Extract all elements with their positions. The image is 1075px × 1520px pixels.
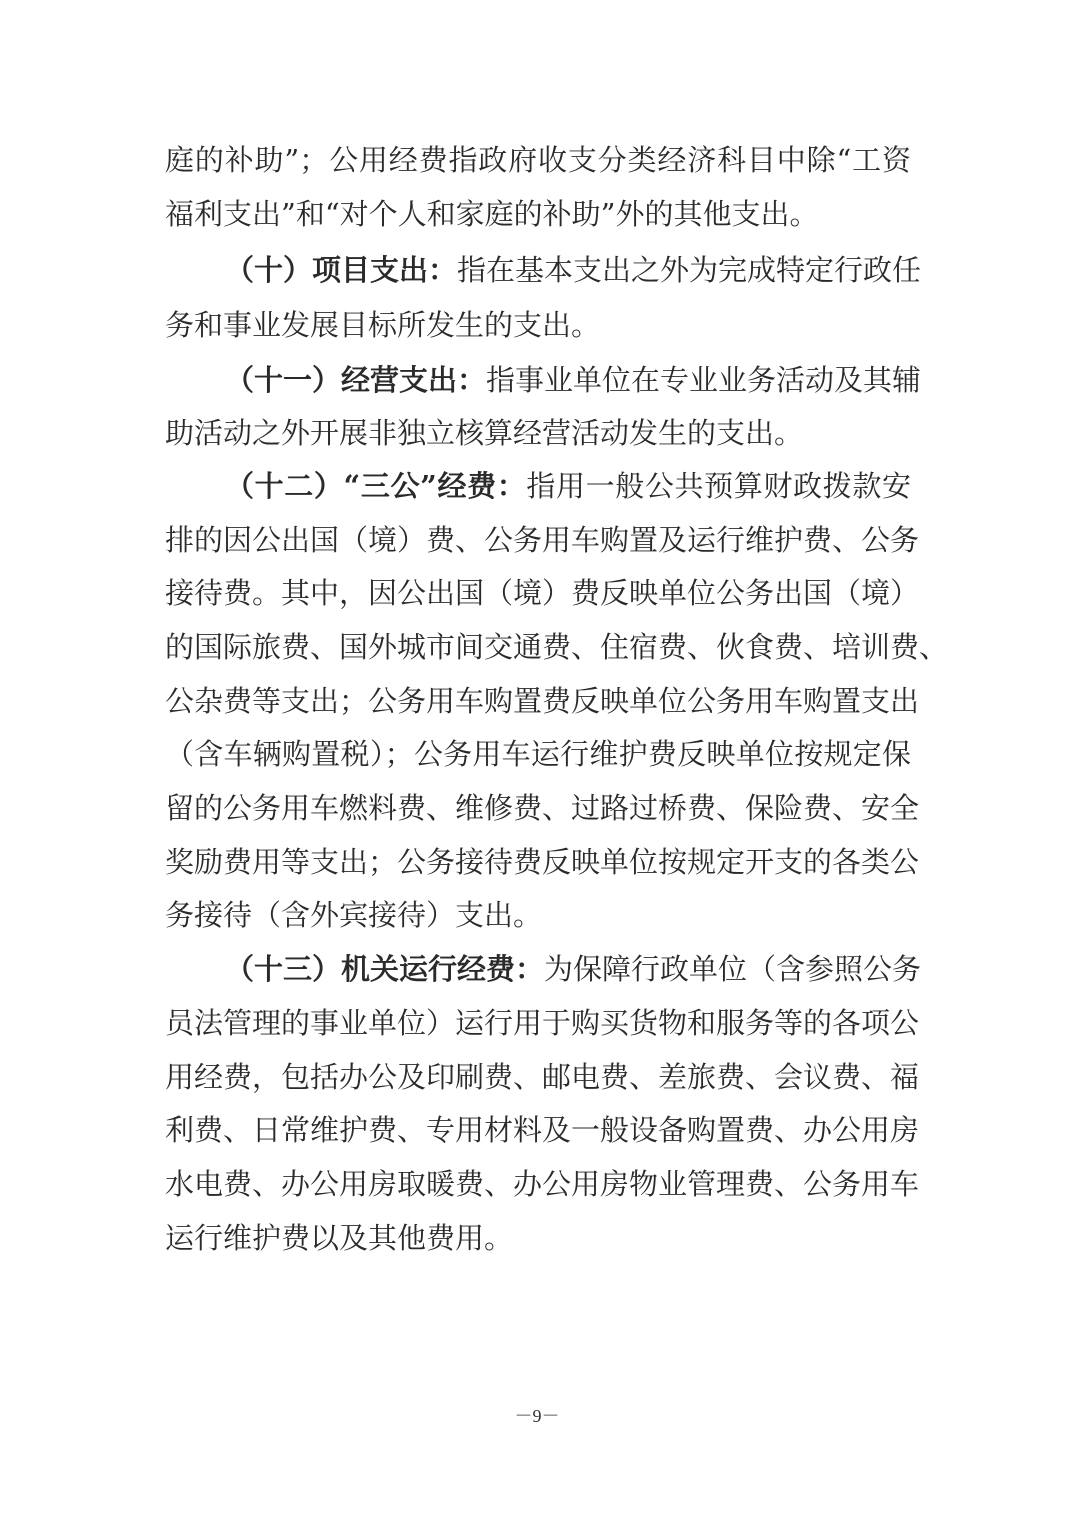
body-text-line: 助活动之外开展非独立核算经营活动发生的支出。: [165, 416, 804, 450]
section-heading: （十）项目支出：: [225, 253, 458, 287]
body-text-line: 奖励费用等支出；公务接待费反映单位按规定开支的各类公: [165, 845, 920, 879]
section-item-13: [225, 949, 922, 989]
body-text-line: 用经费，包括办公及印刷费、邮电费、差旅费、会议费、福: [165, 1060, 920, 1094]
section-text: 指在基本支出之外为完成特定行政任: [457, 253, 922, 287]
section-heading: （十二）“三公”经费：: [225, 469, 527, 503]
section-item-11: [225, 360, 922, 400]
body-text-line: （含车辆购置税）；公务用车运行维护费反映单位按规定保: [165, 737, 911, 771]
body-text-line: 的国际旅费、国外城市间交通费、住宿费、伙食费、培训费、: [165, 630, 949, 664]
body-text-line: 留的公务用车燃料费、维修费、过路过桥费、保险费、安全: [165, 791, 920, 825]
body-text-line: 庭的补助”；公用经费指政府收支分类经济科目中除“工资: [165, 143, 911, 177]
body-text-line: 员法管理的事业单位）运行用于购买货物和服务等的各项公: [165, 1006, 920, 1040]
section-text: 为保障行政单位（含参照公务: [544, 952, 922, 986]
body-text-line: 排的因公出国（境）费、公务用车购置及运行维护费、公务: [165, 523, 920, 557]
body-text-line: 公杂费等支出；公务用车购置费反映单位公务用车购置支出: [165, 684, 920, 718]
page-number: －9－: [514, 1406, 560, 1426]
body-text-line: 福利支出”和“对个人和家庭的补助”外的其他支出。: [165, 197, 819, 231]
body-text-line: 水电费、办公用房取暖费、办公用房物业管理费、公务用车: [165, 1167, 920, 1201]
body-text-line: 利费、日常维护费、专用材料及一般设备购置费、办公用房: [165, 1113, 920, 1147]
body-text-line: 接待费。其中，因公出国（境）费反映单位公务出国（境）: [165, 576, 920, 610]
section-heading: （十一）经营支出：: [225, 363, 487, 397]
body-text-line: 务接待（含外宾接待）支出。: [165, 898, 543, 932]
section-item-12: [225, 466, 911, 506]
section-heading: （十三）机关运行经费：: [225, 952, 545, 986]
section-item-10: [225, 250, 922, 290]
section-text: 指用一般公共预算财政拨款安: [526, 469, 911, 503]
body-text-line: 务和事业发展目标所发生的支出。: [165, 308, 601, 342]
section-text: 指事业单位在专业业务活动及其辅: [486, 363, 922, 397]
body-text-line: 运行维护费以及其他费用。: [165, 1221, 514, 1255]
